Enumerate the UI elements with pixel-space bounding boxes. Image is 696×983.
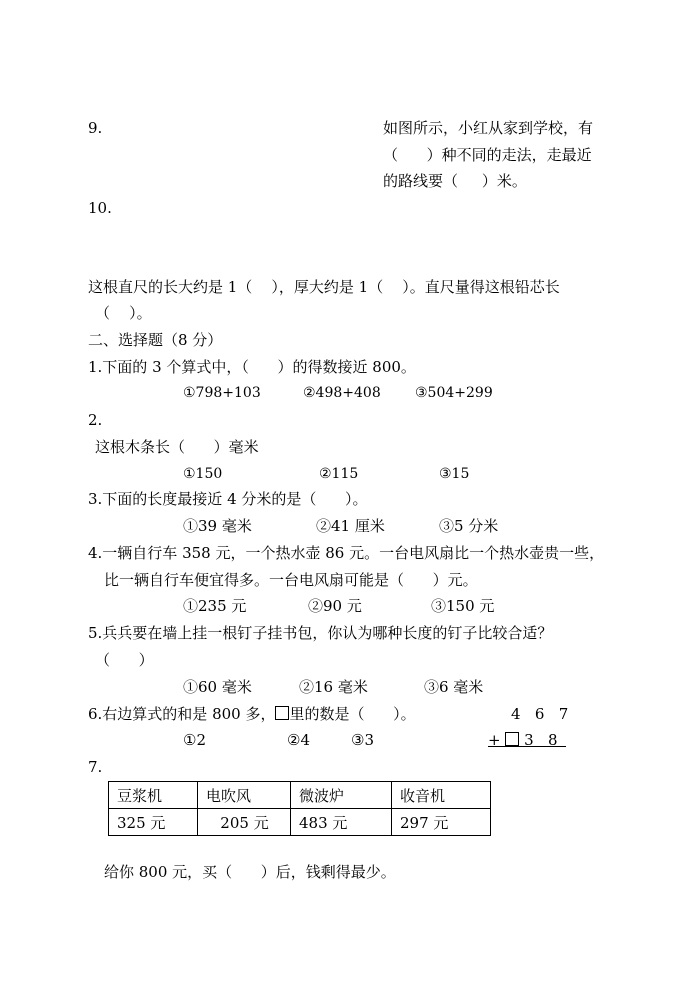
q10-line-2: （ ）。 [95, 304, 152, 322]
choice-1-stem: 1.下面的 3 个算式中，（ ）的得数接近 800。 [88, 358, 416, 376]
choice-1-option-1: ①798+103 [183, 385, 261, 401]
choice-3-option-3: ③5 分米 [439, 517, 499, 535]
choice-2-option-3: ③15 [439, 466, 470, 482]
choice-5-option-1: ①60 毫米 [183, 678, 252, 696]
choice-4-option-2: ②90 元 [308, 597, 362, 615]
section-title: 二、选择题（8 分） [88, 331, 223, 349]
choice-5-option-3: ③6 毫米 [424, 678, 484, 696]
choice-6-stem-part-a: 6.右边算式的和是 800 多， [88, 705, 276, 723]
choice-2-option-2: ②115 [319, 466, 359, 482]
choice-6-option-2: ②4 [287, 731, 310, 749]
calc-sum-line [488, 746, 566, 747]
q10-number: 10. [88, 199, 112, 217]
calc-top-row: 4 6 7 [511, 705, 569, 723]
plus-sign: + [488, 731, 501, 749]
table-cell: 收音机 [392, 782, 491, 809]
q9-number: 9. [88, 119, 103, 137]
choice-6-option-1: ①2 [183, 731, 206, 749]
choice-1-option-2: ②498+408 [303, 385, 381, 401]
table-cell: 205 元 [198, 809, 291, 836]
choice-5-line-1: 5.兵兵要在墙上挂一根钉子挂书包，你认为哪种长度的钉子比较合适？ [88, 624, 553, 642]
choice-2-option-1: ①150 [183, 466, 223, 482]
table-cell: 325 元 [109, 809, 198, 836]
q9-line-3: 的路线要（ ）米。 [383, 172, 527, 190]
table-cell: 电吹风 [198, 782, 291, 809]
choice-4-option-1: ①235 元 [183, 597, 247, 615]
choice-2-stem: 这根木条长（ ）毫米 [95, 438, 259, 456]
blank-box-icon [275, 706, 289, 720]
calc-bottom-row [488, 730, 558, 750]
choice-6-option-3: ③3 [351, 731, 374, 749]
choice-5-option-2: ②16 毫米 [299, 678, 368, 696]
table-row [109, 782, 491, 809]
table-cell: 豆浆机 [109, 782, 198, 809]
calc-bottom-digits: 3 8 [519, 731, 558, 749]
q10-line-1: 这根直尺的长大约是 1（ ），厚大约是 1（ ）。直尺量得这根铅芯长 [88, 278, 560, 296]
table-cell: 297 元 [392, 809, 491, 836]
choice-4-option-3: ③150 元 [431, 597, 495, 615]
q9-line-2: （ ）种不同的走法，走最近 [383, 146, 592, 164]
price-table [108, 781, 491, 836]
choice-4-line-2: 比一辆自行车便宜得多。一台电风扇可能是（ ）元。 [104, 571, 478, 589]
choice-3-option-2: ②41 厘米 [316, 517, 385, 535]
choice-6-stem [88, 704, 416, 724]
choice-5-line-2: （ ） [95, 651, 154, 669]
choice-2-number: 2. [88, 411, 103, 429]
table-cell: 483 元 [291, 809, 392, 836]
q9-line-1: 如图所示，小红从家到学校，有 [383, 119, 594, 137]
choice-4-line-1: 4.一辆自行车 358 元，一个热水壶 86 元。一台电风扇比一个热水壶贵一些， [88, 544, 605, 562]
choice-3-option-1: ①39 毫米 [183, 517, 252, 535]
choice-6-stem-part-b: 里的数是（ ）。 [289, 705, 416, 723]
choice-7-number: 7. [88, 758, 103, 776]
blank-box-icon [505, 732, 519, 746]
choice-3-stem: 3.下面的长度最接近 4 分米的是（ ）。 [88, 490, 368, 508]
table-row [109, 809, 491, 836]
choice-7-stem: 给你 800 元，买（ ）后，钱剩得最少。 [104, 863, 396, 881]
choice-1-option-3: ③504+299 [415, 385, 493, 401]
table-cell: 微波炉 [291, 782, 392, 809]
